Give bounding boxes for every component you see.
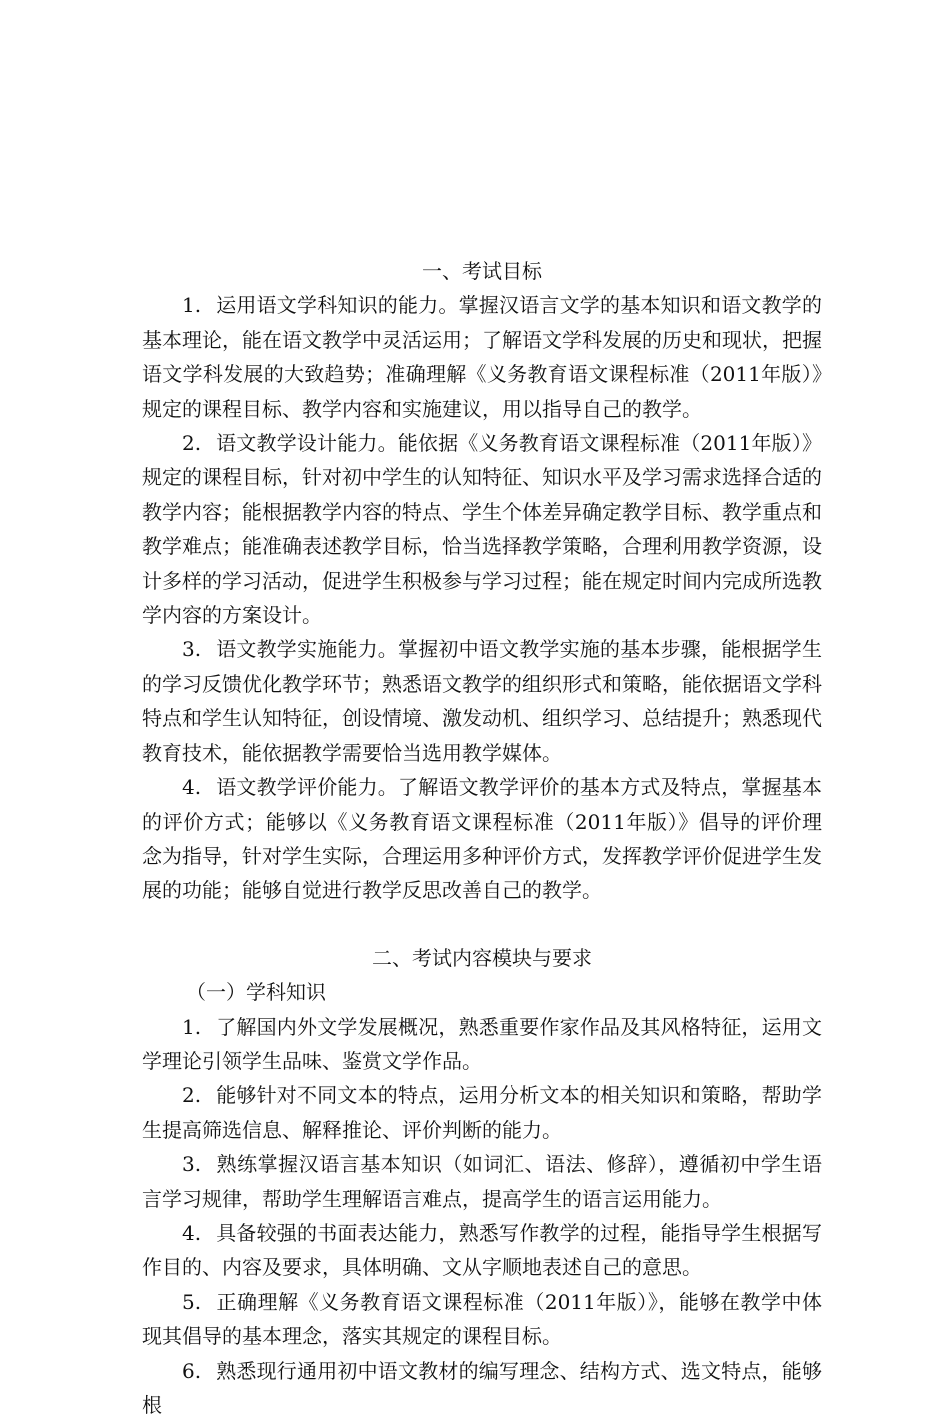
item-number: 1.	[182, 293, 202, 318]
section-1-item-1	[142, 288, 822, 426]
document-page	[142, 254, 822, 1422]
item-text: 语文教学实施能力。掌握初中语文教学实施的基本步骤，能根据学生的学习反馈优化教学环节；熟悉语文教学的组织形式和策略，能依据语文学科特点和学生认知特征，创设情境、激发动机、组织学习、总结提升；熟悉现代教育技术，能依据教学需要恰当选用教学媒体。	[142, 637, 822, 765]
item-text: 能够针对不同文本的特点，运用分析文本的相关知识和策略，帮助学生提高筛选信息、解释推论、评价判断的能力。	[142, 1083, 822, 1142]
item-text: 了解国内外文学发展概况，熟悉重要作家作品及其风格特征，运用文学理论引领学生品味、鉴赏文学作品。	[142, 1014, 822, 1073]
item-number: 4.	[182, 1220, 202, 1245]
item-number: 2.	[182, 431, 202, 456]
section-2-title: 二、考试内容模块与要求	[372, 945, 592, 970]
item-number: 3.	[182, 1152, 202, 1177]
item-text: 语文教学评价能力。了解语文教学评价的基本方式及特点，掌握基本的评价方式；能够以《义务教育语文课程标准（2011年版）》倡导的评价理念为指导，针对学生实际，合理运用多种评价方式，发挥教学评价促进学生发展的功能；能够自觉进行教学反思改善自己的教学。	[142, 775, 822, 903]
item-text: 正确理解《义务教育语文课程标准（2011年版）》，能够在教学中体现其倡导的基本理念，落实其规定的课程目标。	[142, 1289, 822, 1349]
item-number: 6.	[182, 1358, 202, 1383]
section-2-item-1	[142, 1010, 822, 1079]
item-text: 运用语文学科知识的能力。掌握汉语言文学的基本知识和语文教学的基本理论，能在语文教学中灵活运用；了解语文学科发展的历史和现状，把握语文学科发展的大致趋势；准确理解《义务教育语文课程标准（2011年版）》规定的课程目标、教学内容和实施建议，用以指导自己的教学。	[142, 293, 822, 421]
item-number: 1.	[182, 1014, 202, 1039]
section-2-item-4	[142, 1216, 822, 1285]
item-number: 5.	[182, 1289, 202, 1314]
section-1-item-2	[142, 426, 822, 632]
item-number: 3.	[182, 637, 202, 662]
section-1-item-4	[142, 770, 822, 908]
section-1-title: 一、考试目标	[422, 259, 542, 283]
section-2-subtitle: （一）学科知识	[186, 980, 326, 1005]
section-2-item-3	[142, 1147, 822, 1216]
section-1-item-3	[142, 632, 822, 770]
item-text: 具备较强的书面表达能力，熟悉写作教学的过程，能指导学生根据写作目的、内容及要求，具体明确、文从字顺地表述自己的意思。	[142, 1220, 822, 1280]
section-2-item-6	[142, 1354, 822, 1422]
item-number: 2.	[182, 1083, 202, 1108]
section-spacer	[142, 908, 822, 941]
item-number: 4.	[182, 775, 202, 800]
section-2-item-2	[142, 1078, 822, 1147]
item-text: 熟练掌握汉语言基本知识（如词汇、语法、修辞），遵循初中学生语言学习规律，帮助学生理解语言难点，提高学生的语言运用能力。	[142, 1152, 822, 1211]
section-2-item-5	[142, 1285, 822, 1354]
item-text: 语文教学设计能力。能依据《义务教育语文课程标准（2011年版）》规定的课程目标，针对初中学生的认知特征、知识水平及学习需求选择合适的教学内容；能根据教学内容的特点、学生个体差异确定教学目标、教学重点和教学难点；能准确表述教学目标，恰当选择教学策略，合理利用教学资源，设计多样的学习活动，促进学生积极参与学习过程；能在规定时间内完成所选教学内容的方案设计。	[142, 431, 822, 628]
item-text: 熟悉现行通用初中语文教材的编写理念、结构方式、选文特点，能够根	[142, 1358, 822, 1417]
